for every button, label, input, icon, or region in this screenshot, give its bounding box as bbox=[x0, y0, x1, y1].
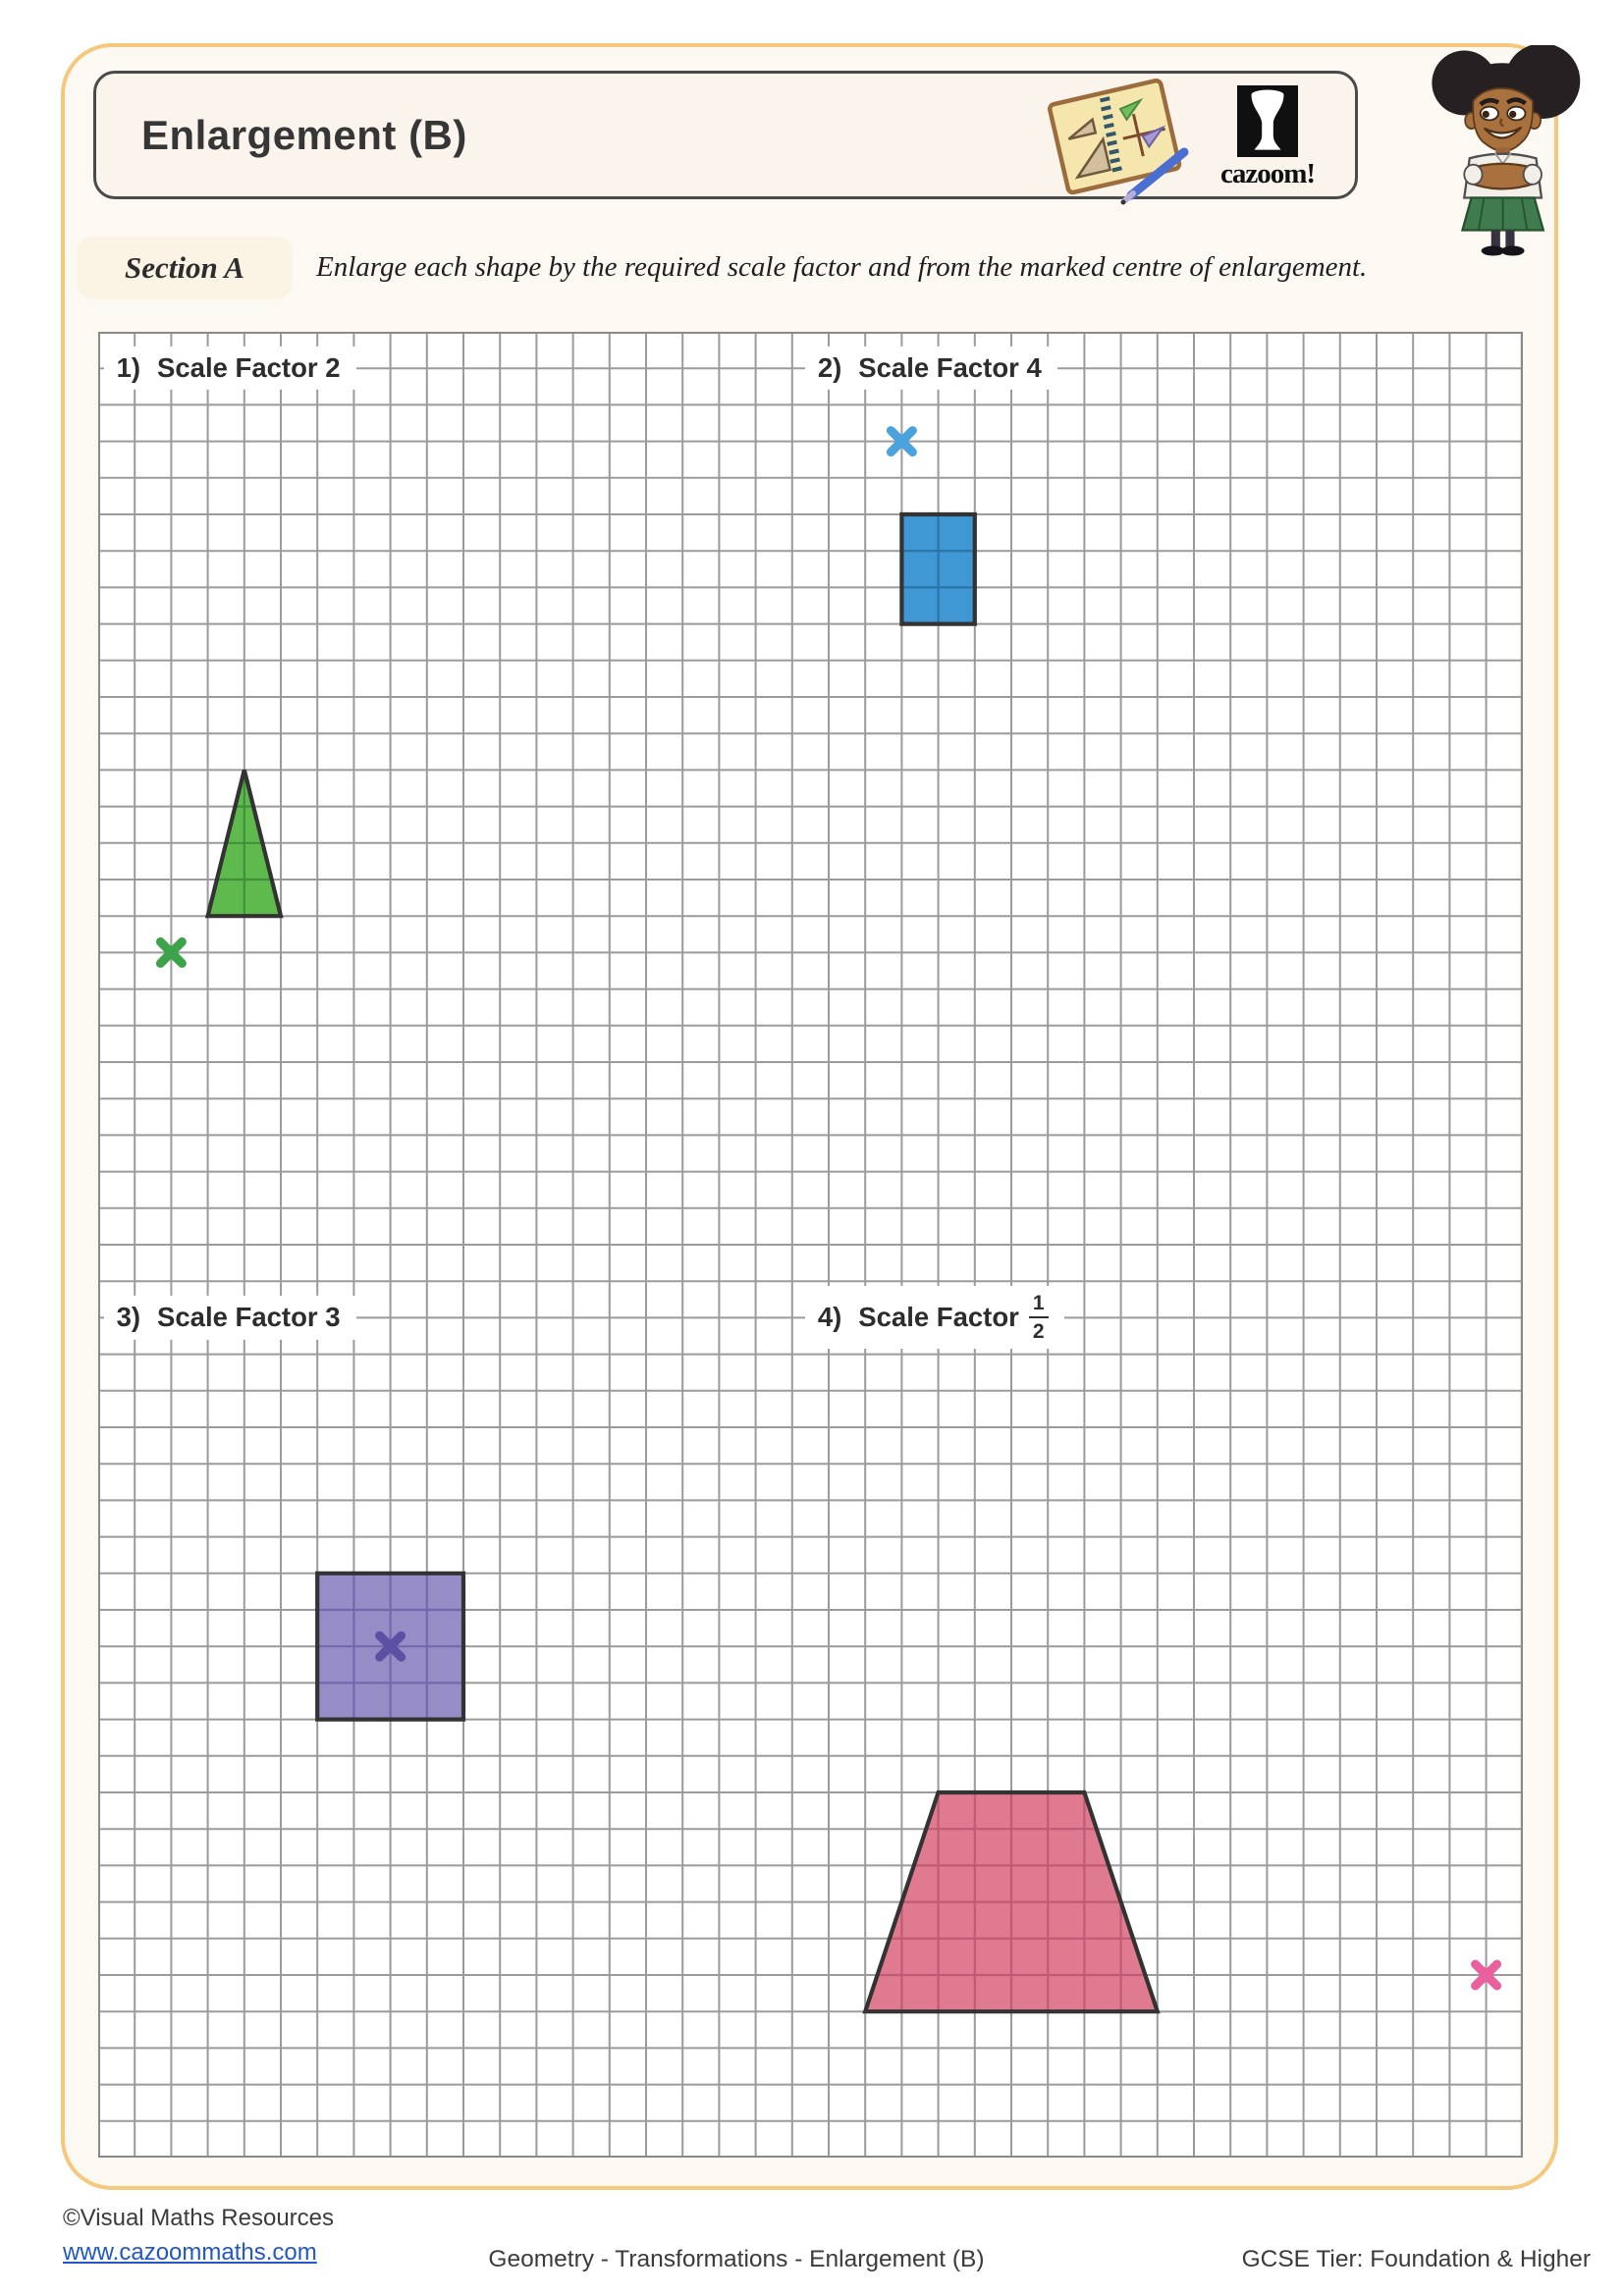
footer-center: Geometry - Transformations - Enlargement (B) bbox=[488, 2246, 985, 2272]
section-label: Section A bbox=[77, 237, 293, 299]
cazoom-logo bbox=[1204, 85, 1331, 190]
footer-right: GCSE Tier: Foundation & Higher bbox=[1241, 2246, 1591, 2272]
website-link[interactable]: www.cazoommaths.com bbox=[63, 2239, 317, 2266]
geometry-notebook-icon bbox=[1037, 72, 1194, 209]
footer-left bbox=[63, 2205, 334, 2267]
problem-label: 4) Scale Factor $\frac{1}{2}$ bbox=[805, 1286, 1064, 1349]
problem-label: 1) Scale Factor 2 bbox=[104, 347, 356, 390]
cazoom-logo-text: cazoom! bbox=[1219, 158, 1316, 189]
copyright: ©Visual Maths Resources bbox=[63, 2205, 335, 2231]
header bbox=[93, 71, 1358, 199]
page-title: Enlargement (B) bbox=[141, 111, 467, 158]
section-instruction: Enlarge each shape by the required scale factor and from the marked centre of enlargement. bbox=[316, 251, 1368, 283]
grid-area bbox=[98, 332, 1523, 2158]
problem-label: 3) Scale Factor 3 bbox=[104, 1296, 356, 1339]
cazoom-goblet-icon bbox=[1237, 85, 1298, 157]
fraction: $\frac{1}{2}$ bbox=[1029, 1293, 1049, 1342]
problem-label: 2) Scale Factor 4 bbox=[805, 347, 1057, 390]
mascot-schoolgirl bbox=[1412, 45, 1597, 256]
enlargement-grid bbox=[98, 332, 1523, 2158]
